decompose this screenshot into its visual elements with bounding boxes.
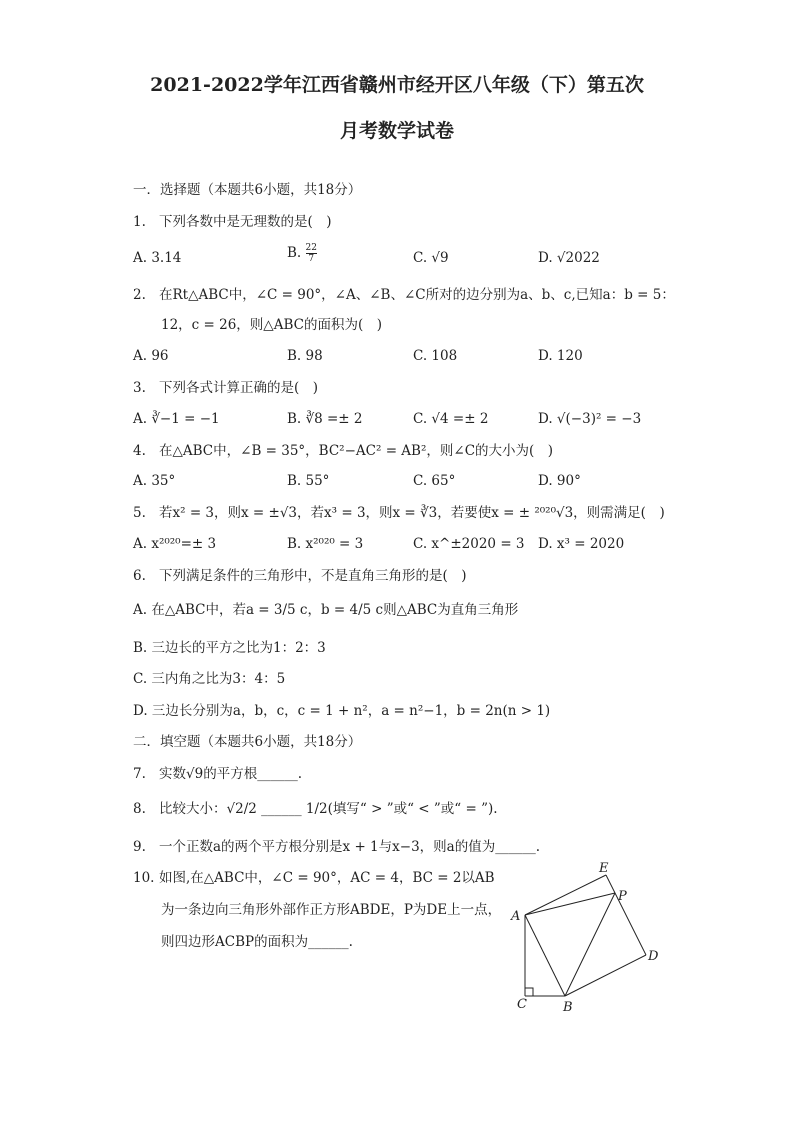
question-4 <box>133 441 553 461</box>
label-c: C <box>517 997 527 1012</box>
question-stem-line1: 在Rt△ABC中，∠C = 90°，∠A、∠B、∠C所对的边分别为a、b、c,已知a：b = 5： <box>159 287 675 303</box>
label-d: D <box>648 949 659 964</box>
label-a: A <box>511 909 521 924</box>
question-8 <box>133 799 498 819</box>
label-b: B <box>563 1000 573 1015</box>
segment-bd <box>565 955 646 996</box>
q1-option-b <box>287 243 317 264</box>
geometry-figure <box>505 858 675 1018</box>
question-6 <box>133 566 467 586</box>
numerator: 22 <box>305 243 317 253</box>
question-stem: 下列各式计算正确的是( ) <box>159 380 319 396</box>
question-1 <box>133 212 332 232</box>
section-choice-heading: 一．选择题（本题共6小题，共18分） <box>133 182 362 198</box>
question-number: 7. <box>133 766 146 782</box>
question-stem: 一个正数a的两个平方根分别是x + 1与x−3，则a的值为______. <box>159 839 540 855</box>
q6-option-b: B. 三边长的平方之比为1：2：3 <box>133 640 326 656</box>
question-number: 3. <box>133 380 146 396</box>
denominator: 7 <box>306 253 317 264</box>
segment-ae <box>525 875 606 915</box>
q1-option-a: A. 3.14 <box>133 250 182 266</box>
q6-option-a: A. 在△ABC中，若a = 3/5 c，b = 4/5 c则△ABC为直角三角形 <box>133 602 519 618</box>
q5-option-b: B. x²⁰²⁰ = 3 <box>287 536 364 552</box>
question-stem: 下列满足条件的三角形中，不是直角三角形的是( ) <box>159 568 467 584</box>
q6-option-d: D. 三边长分别为a，b，c，c = 1 + n²，a = n²−1，b = 2n(n > 1) <box>133 703 551 719</box>
q4-option-b: B. 55° <box>287 473 330 489</box>
section-fill-heading: 二．填空题（本题共6小题，共18分） <box>133 734 362 750</box>
question-number: 5. <box>133 505 146 521</box>
segment-ed <box>606 875 646 955</box>
question-number: 4. <box>133 443 146 459</box>
question-2 <box>133 285 675 305</box>
segment-bp <box>565 893 615 996</box>
question-9 <box>133 837 540 857</box>
q3-option-c: C. √4 =± 2 <box>413 411 489 427</box>
label-e: E <box>599 861 609 876</box>
question-stem: 下列各数中是无理数的是( ) <box>159 214 332 230</box>
q4-option-d: D. 90° <box>538 473 581 489</box>
q5-option-c: C. x^±2020 = 3 <box>413 536 525 552</box>
q1-option-c: C. √9 <box>413 250 449 266</box>
question-10-line2: 为一条边向三角形外部作正方形ABDE，P为DE上一点， <box>161 902 502 918</box>
q2-option-a: A. 96 <box>133 348 169 364</box>
q2-option-c: C. 108 <box>413 348 458 364</box>
question-stem: 在△ABC中，∠B = 35°，BC²−AC² = AB²，则∠C的大小为( ) <box>159 443 554 459</box>
option-prefix: B. <box>287 245 306 261</box>
question-number: 1. <box>133 214 146 230</box>
question-number: 8. <box>133 801 146 817</box>
question-10-line3: 则四边形ACBP的面积为______. <box>161 934 353 950</box>
q1-option-d: D. √2022 <box>538 250 600 266</box>
question-stem-line1: 如图,在△ABC中，∠C = 90°，AC = 4，BC = 2以AB <box>159 870 495 886</box>
q5-option-d: D. x³ = 2020 <box>538 536 625 552</box>
q3-option-a: A. ∛−1 = −1 <box>133 411 220 427</box>
q2-option-d: D. 120 <box>538 348 583 364</box>
question-2-line2: 12，c = 26，则△ABC的面积为( ) <box>161 317 382 333</box>
question-stem: 若x² = 3，则x = ±√3，若x³ = 3，则x = ∛3，若要使x = ± ²⁰²⁰√3，则需满足( ) <box>159 505 665 521</box>
q5-option-a: A. x²⁰²⁰=± 3 <box>133 536 217 552</box>
segment-ap <box>525 893 615 915</box>
question-7 <box>133 764 302 784</box>
q4-option-c: C. 65° <box>413 473 456 489</box>
question-number: 6. <box>133 568 146 584</box>
question-5 <box>133 503 665 523</box>
q2-option-b: B. 98 <box>287 348 323 364</box>
question-number: 2. <box>133 287 146 303</box>
q4-option-a: A. 35° <box>133 473 176 489</box>
q3-option-b: B. ∛8 =± 2 <box>287 411 363 427</box>
question-number: 9. <box>133 839 146 855</box>
label-p: P <box>618 889 627 904</box>
question-10 <box>133 868 495 888</box>
exam-title-line1: 2021-2022学年江西省赣州市经开区八年级（下）第五次 <box>150 74 644 96</box>
segment-ab <box>525 915 565 996</box>
question-stem: 实数√9的平方根______. <box>159 766 302 782</box>
exam-title-line2: 月考数学试卷 <box>339 120 454 142</box>
fraction <box>306 243 317 264</box>
question-stem: 比较大小：√2/2 ______ 1/2(填写“ > ”或“ < ”或“ = ”). <box>159 801 498 817</box>
q6-option-c: C. 三内角之比为3：4：5 <box>133 671 286 687</box>
question-3 <box>133 378 318 398</box>
right-angle-mark <box>525 988 533 996</box>
question-number: 10. <box>133 870 155 886</box>
q3-option-d: D. √(−3)² = −3 <box>538 411 642 427</box>
